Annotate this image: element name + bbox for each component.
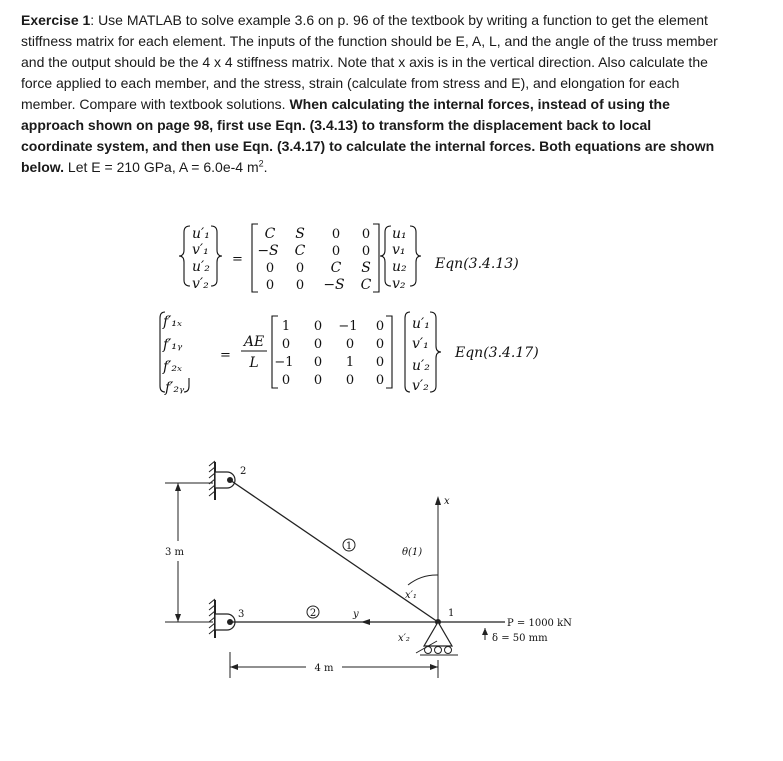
angle-label: θ(1) xyxy=(402,547,423,558)
eq2-m30: 0 xyxy=(281,373,291,388)
eq2-m02: −1 xyxy=(338,319,358,334)
eq2-lhs-2: f′₂ₓ xyxy=(163,359,182,375)
eq1-m21: 0 xyxy=(295,261,305,276)
local-axis-2-label: x′₂ xyxy=(398,633,410,644)
eq2-label: Eqn(3.4.17) xyxy=(455,345,539,361)
eq1-m20: 0 xyxy=(265,261,275,276)
eq1-m31: 0 xyxy=(295,278,305,293)
element-1-label: 1 xyxy=(345,541,353,552)
eq1-m30: 0 xyxy=(265,278,275,293)
eq1-matrix xyxy=(257,226,371,293)
eq2-m33: 0 xyxy=(375,373,385,388)
eq1-m32: −S xyxy=(323,277,345,293)
local-axis-label: x′₁ xyxy=(405,590,417,601)
global-y-axis-label: y xyxy=(353,609,359,620)
eq1-rhs-2: u₂ xyxy=(392,259,407,275)
settlement-label: δ = 50 mm xyxy=(492,633,548,644)
eq1-m10: −S xyxy=(257,243,279,259)
eq1-m23: S xyxy=(361,260,371,276)
eq2-rhs-3: v′₂ xyxy=(412,378,429,394)
eq2-rhs-1: v′₁ xyxy=(412,336,429,352)
eq2-m21: 0 xyxy=(313,355,323,370)
eq2-rhs-2: u′₂ xyxy=(412,358,430,374)
roller-support-node-1 xyxy=(416,619,458,655)
eq2-rhs-0: u′₁ xyxy=(412,316,430,332)
eq2-m11: 0 xyxy=(313,337,323,352)
eq2-lhs-0: f′₁ₓ xyxy=(163,314,182,330)
eq1-m03: 0 xyxy=(361,227,371,242)
eq2-lhs-3: f′₂ᵧ xyxy=(165,380,185,396)
eq2-m22: 1 xyxy=(345,355,355,370)
wall-support-node-3 xyxy=(209,599,235,638)
eq2-factor-den: L xyxy=(249,355,259,371)
eq2-matrix xyxy=(274,319,384,388)
eq1-rhs-3: v₂ xyxy=(392,276,406,292)
eq2-m10: 0 xyxy=(281,337,291,352)
node-3-label: 3 xyxy=(238,609,245,620)
eq1-rhs-1: v₁ xyxy=(392,242,406,258)
dimension-horizontal xyxy=(230,652,438,678)
eq2-m20: −1 xyxy=(274,355,294,370)
eq2-lhs-1: f′₁ᵧ xyxy=(163,337,183,353)
unit-exponent: 2 xyxy=(258,158,264,169)
dim-3m: 3 m xyxy=(165,547,185,558)
eq1-lhs-0: u′₁ xyxy=(192,226,210,242)
node-1-label: 1 xyxy=(448,608,455,619)
eq2-m03: 0 xyxy=(375,319,385,334)
eq1-lhs-1: v′₁ xyxy=(192,242,209,258)
exercise-bold-instructions: When calculating the internal forces, instead of using the approach shown on page 98, first use Eqn. (3.4.13) to transform the displacement back to local coordinate system, and then use Eqn. (3.4.17) to calculate the internal forces. Both equations are shown below. xyxy=(21,96,715,175)
dimension-vertical xyxy=(165,483,213,622)
element-2-label: 2 xyxy=(309,608,317,619)
eq1-rhs-0: u₁ xyxy=(392,226,407,242)
eq2-m13: 0 xyxy=(375,337,385,352)
eq1-m13: 0 xyxy=(361,244,371,259)
eq2-m23: 0 xyxy=(375,355,385,370)
equation-3-4-17 xyxy=(160,312,539,396)
eq1-m11: C xyxy=(294,243,306,259)
eq2-factor-num: AE xyxy=(243,334,265,350)
eq2-m31: 0 xyxy=(313,373,323,388)
eq2-m12: 0 xyxy=(345,337,355,352)
eq1-m12: 0 xyxy=(331,244,341,259)
eq1-m33: C xyxy=(360,277,372,293)
node-2-label: 2 xyxy=(240,466,247,477)
global-x-axis-label: x xyxy=(444,496,450,507)
truss-figure xyxy=(165,461,572,678)
exercise-paragraph: Exercise 1: Use MATLAB to solve example 3.6 on p. 96 of the textbook by writing a function to get the element stiffness matrix for each element. The inputs of the function should be E, A, L, and the angle of the truss member and the output should be the 4 x 4 stiffness matrix. Note that x axis is in the vertical direction. Also calculate the force applied to each member, and the stress, strain (calculate from stress and E), and elongation for each member. Compare with textbook solutions. When calculating the internal forces, instead of using the approach shown on page 98, first use Eqn. (3.4.13) to transform the displacement back to local coordinate system, and then use Eqn. (3.4.17) to calculate the internal forces. Both equations are shown below. Let E = 210 GPa, A = 6.0e-4 $m^2$. xyxy=(21,12,718,175)
eq1-lhs-2: u′₂ xyxy=(192,259,210,275)
dim-4m: 4 m xyxy=(314,663,334,674)
eq1-m02: 0 xyxy=(331,227,341,242)
exercise-material-props: Let E = 210 GPa, A = 6.0e-4 m xyxy=(64,159,259,175)
equation-3-4-13 xyxy=(179,224,519,293)
eq2-m01: 0 xyxy=(313,319,323,334)
eq1-equals: = xyxy=(232,252,243,267)
eq1-m00: C xyxy=(264,226,276,242)
eq2-m32: 0 xyxy=(345,373,355,388)
eq2-m00: 1 xyxy=(281,319,291,334)
eq1-lhs-3: v′₂ xyxy=(192,276,209,292)
load-label: P = 1000 kN xyxy=(507,618,572,629)
exercise-title: Exercise 1 xyxy=(21,12,91,28)
eq1-m22: C xyxy=(330,260,342,276)
eq2-equals: = xyxy=(220,348,231,363)
exercise-text: : Use MATLAB to solve example 3.6 on p. 96 of the textbook by writing a function to get the element stiffness matrix for each element. The inputs of the function should be E, A, L, and the angle of the truss member and the output should be the 4 x 4 stiffness matrix. Note that x axis is in the vertical direction. Also calculate the force applied to each member, and the stress, strain (calculate from stress and E), and elongation for each member. Compare with textbook solutions. xyxy=(21,12,718,112)
eq1-label: Eqn(3.4.13) xyxy=(435,256,519,272)
eq1-m01: S xyxy=(295,226,305,242)
